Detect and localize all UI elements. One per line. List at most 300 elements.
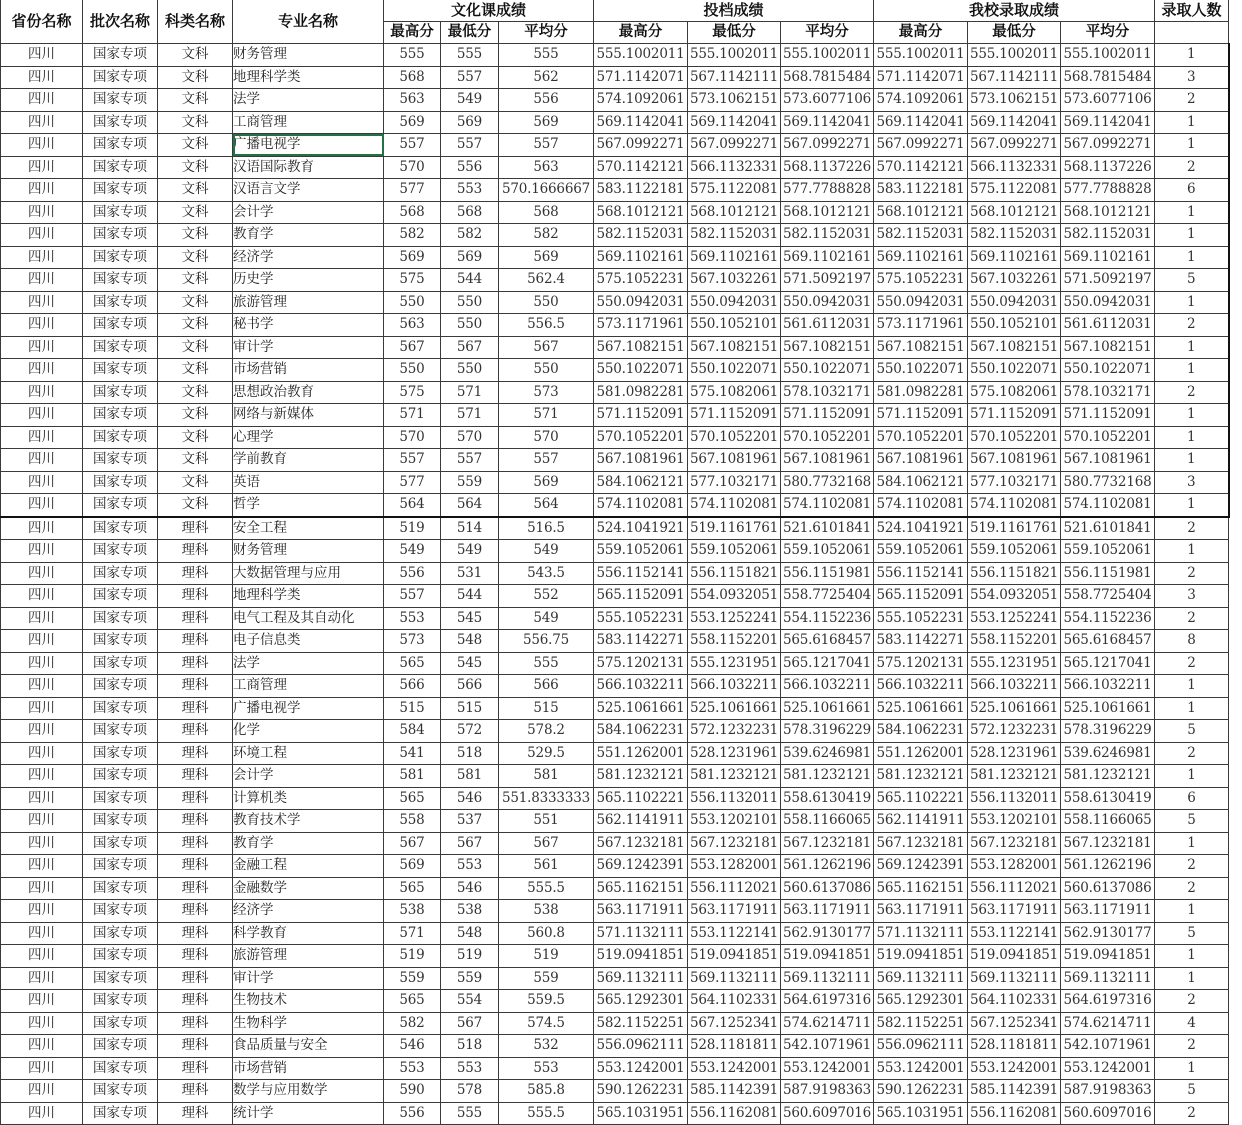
province-cell[interactable]: 四川 xyxy=(1,404,83,427)
category-cell[interactable]: 理科 xyxy=(158,1012,233,1035)
major-cell[interactable]: 哲学 xyxy=(233,494,384,517)
filing-max-cell[interactable]: 563.1171911 xyxy=(594,900,688,923)
culture-min-cell[interactable]: 559 xyxy=(441,967,499,990)
category-cell[interactable]: 理科 xyxy=(158,922,233,945)
province-cell[interactable]: 四川 xyxy=(1,179,83,202)
culture-min-cell[interactable]: 550 xyxy=(441,291,499,314)
batch-cell[interactable]: 国家专项 xyxy=(83,471,158,494)
admission-max-cell[interactable]: 582.1152031 xyxy=(874,224,968,247)
header-culture-avg[interactable]: 平均分 xyxy=(499,22,594,44)
filing-min-cell[interactable]: 572.1232231 xyxy=(688,720,781,743)
admission-avg-cell[interactable]: 578.3196229 xyxy=(1061,720,1155,743)
filing-max-cell[interactable]: 556.0962111 xyxy=(594,1035,688,1058)
culture-min-cell[interactable]: 550 xyxy=(441,314,499,337)
category-cell[interactable]: 理科 xyxy=(158,945,233,968)
culture-min-cell[interactable]: 518 xyxy=(441,1035,499,1058)
filing-avg-cell[interactable]: 567.0992271 xyxy=(781,134,874,157)
admission-min-cell[interactable]: 569.1142041 xyxy=(968,111,1061,134)
admission-avg-cell[interactable]: 567.1082151 xyxy=(1061,336,1155,359)
culture-max-cell[interactable]: 559 xyxy=(384,967,441,990)
batch-cell[interactable]: 国家专项 xyxy=(83,810,158,833)
admit-count-cell[interactable]: 1 xyxy=(1155,201,1229,224)
culture-min-cell[interactable]: 537 xyxy=(441,810,499,833)
category-cell[interactable]: 理科 xyxy=(158,607,233,630)
filing-avg-cell[interactable]: 581.1232121 xyxy=(781,765,874,788)
admission-max-cell[interactable]: 563.1171911 xyxy=(874,900,968,923)
admission-max-cell[interactable]: 583.1142271 xyxy=(874,630,968,653)
culture-max-cell[interactable]: 568 xyxy=(384,201,441,224)
admission-avg-cell[interactable]: 562.9130177 xyxy=(1061,922,1155,945)
admission-avg-cell[interactable]: 561.1262196 xyxy=(1061,855,1155,878)
admission-max-cell[interactable]: 551.1262001 xyxy=(874,742,968,765)
province-cell[interactable]: 四川 xyxy=(1,381,83,404)
culture-avg-cell[interactable]: 562.4 xyxy=(499,269,594,292)
admission-max-cell[interactable]: 567.1232181 xyxy=(874,832,968,855)
admission-max-cell[interactable]: 565.1152091 xyxy=(874,585,968,608)
admission-max-cell[interactable]: 565.1292301 xyxy=(874,990,968,1013)
filing-min-cell[interactable]: 553.1282001 xyxy=(688,855,781,878)
major-cell[interactable]: 财务管理 xyxy=(233,540,384,563)
batch-cell[interactable]: 国家专项 xyxy=(83,967,158,990)
admission-min-cell[interactable]: 555.1231951 xyxy=(968,652,1061,675)
category-cell[interactable]: 理科 xyxy=(158,630,233,653)
culture-max-cell[interactable]: 565 xyxy=(384,877,441,900)
culture-max-cell[interactable]: 575 xyxy=(384,269,441,292)
filing-max-cell[interactable]: 567.1082151 xyxy=(594,336,688,359)
culture-avg-cell[interactable]: 559.5 xyxy=(499,990,594,1013)
admission-max-cell[interactable]: 565.1102221 xyxy=(874,787,968,810)
admission-max-cell[interactable]: 550.1022071 xyxy=(874,359,968,382)
admit-count-cell[interactable]: 2 xyxy=(1155,877,1229,900)
culture-avg-cell[interactable]: 550 xyxy=(499,359,594,382)
filing-min-cell[interactable]: 525.1061661 xyxy=(688,697,781,720)
culture-max-cell[interactable]: 564 xyxy=(384,494,441,517)
culture-max-cell[interactable]: 590 xyxy=(384,1080,441,1103)
filing-max-cell[interactable]: 559.1052061 xyxy=(594,540,688,563)
admission-avg-cell[interactable]: 565.6168457 xyxy=(1061,630,1155,653)
province-cell[interactable]: 四川 xyxy=(1,269,83,292)
filing-max-cell[interactable]: 551.1262001 xyxy=(594,742,688,765)
admit-count-cell[interactable]: 1 xyxy=(1155,291,1229,314)
category-cell[interactable]: 文科 xyxy=(158,291,233,314)
culture-max-cell[interactable]: 569 xyxy=(384,855,441,878)
admit-count-cell[interactable]: 2 xyxy=(1155,855,1229,878)
filing-min-cell[interactable]: 574.1102081 xyxy=(688,494,781,517)
batch-cell[interactable]: 国家专项 xyxy=(83,652,158,675)
filing-max-cell[interactable]: 571.1142071 xyxy=(594,66,688,89)
culture-min-cell[interactable]: 538 xyxy=(441,900,499,923)
culture-avg-cell[interactable]: 516.5 xyxy=(499,517,594,540)
culture-max-cell[interactable]: 571 xyxy=(384,404,441,427)
admission-min-cell[interactable]: 567.1252341 xyxy=(968,1012,1061,1035)
admission-max-cell[interactable]: 567.1082151 xyxy=(874,336,968,359)
major-cell[interactable]: 审计学 xyxy=(233,967,384,990)
admit-count-cell[interactable]: 1 xyxy=(1155,426,1229,449)
major-cell[interactable]: 数学与应用数学 xyxy=(233,1080,384,1103)
category-cell[interactable]: 理科 xyxy=(158,1102,233,1125)
culture-min-cell[interactable]: 549 xyxy=(441,89,499,112)
culture-min-cell[interactable]: 571 xyxy=(441,381,499,404)
culture-max-cell[interactable]: 565 xyxy=(384,787,441,810)
filing-min-cell[interactable]: 568.1012121 xyxy=(688,201,781,224)
culture-avg-cell[interactable]: 561 xyxy=(499,855,594,878)
batch-cell[interactable]: 国家专项 xyxy=(83,1080,158,1103)
category-cell[interactable]: 理科 xyxy=(158,855,233,878)
culture-avg-cell[interactable]: 585.8 xyxy=(499,1080,594,1103)
province-cell[interactable]: 四川 xyxy=(1,720,83,743)
province-cell[interactable]: 四川 xyxy=(1,201,83,224)
major-cell[interactable]: 生物技术 xyxy=(233,990,384,1013)
filing-min-cell[interactable]: 556.1151821 xyxy=(688,562,781,585)
batch-cell[interactable]: 国家专项 xyxy=(83,1102,158,1125)
major-cell[interactable]: 学前教育 xyxy=(233,449,384,472)
admission-min-cell[interactable]: 550.0942031 xyxy=(968,291,1061,314)
admission-max-cell[interactable]: 571.1142071 xyxy=(874,66,968,89)
header-filing-avg[interactable]: 平均分 xyxy=(781,22,874,44)
admit-count-cell[interactable]: 2 xyxy=(1155,607,1229,630)
admission-avg-cell[interactable]: 554.1152236 xyxy=(1061,607,1155,630)
admission-avg-cell[interactable]: 558.1166065 xyxy=(1061,810,1155,833)
admission-max-cell[interactable]: 553.1242001 xyxy=(874,1057,968,1080)
admit-count-cell[interactable]: 2 xyxy=(1155,517,1229,540)
admission-avg-cell[interactable]: 553.1242001 xyxy=(1061,1057,1155,1080)
filing-min-cell[interactable]: 553.1252241 xyxy=(688,607,781,630)
filing-min-cell[interactable]: 577.1032171 xyxy=(688,471,781,494)
admission-min-cell[interactable]: 554.0932051 xyxy=(968,585,1061,608)
admission-min-cell[interactable]: 563.1171911 xyxy=(968,900,1061,923)
filing-max-cell[interactable]: 571.1132111 xyxy=(594,922,688,945)
filing-max-cell[interactable]: 565.1102221 xyxy=(594,787,688,810)
header-admission-avg[interactable]: 平均分 xyxy=(1061,22,1155,44)
admission-min-cell[interactable]: 581.1232121 xyxy=(968,765,1061,788)
filing-min-cell[interactable]: 570.1052201 xyxy=(688,426,781,449)
admission-min-cell[interactable]: 519.0941851 xyxy=(968,945,1061,968)
batch-cell[interactable]: 国家专项 xyxy=(83,404,158,427)
province-cell[interactable]: 四川 xyxy=(1,246,83,269)
category-cell[interactable]: 理科 xyxy=(158,585,233,608)
culture-avg-cell[interactable]: 559 xyxy=(499,967,594,990)
admit-count-cell[interactable]: 1 xyxy=(1155,832,1229,855)
culture-max-cell[interactable]: 581 xyxy=(384,765,441,788)
filing-min-cell[interactable]: 550.1052101 xyxy=(688,314,781,337)
culture-max-cell[interactable]: 550 xyxy=(384,291,441,314)
filing-max-cell[interactable]: 568.1012121 xyxy=(594,201,688,224)
culture-avg-cell[interactable]: 555 xyxy=(499,652,594,675)
filing-max-cell[interactable]: 524.1041921 xyxy=(594,517,688,540)
category-cell[interactable]: 文科 xyxy=(158,359,233,382)
batch-cell[interactable]: 国家专项 xyxy=(83,314,158,337)
filing-max-cell[interactable]: 584.1062231 xyxy=(594,720,688,743)
filing-avg-cell[interactable]: 561.6112031 xyxy=(781,314,874,337)
major-cell[interactable]: 金融工程 xyxy=(233,855,384,878)
batch-cell[interactable]: 国家专项 xyxy=(83,832,158,855)
admission-min-cell[interactable]: 585.1142391 xyxy=(968,1080,1061,1103)
category-cell[interactable]: 理科 xyxy=(158,540,233,563)
category-cell[interactable]: 理科 xyxy=(158,562,233,585)
batch-cell[interactable]: 国家专项 xyxy=(83,765,158,788)
filing-max-cell[interactable]: 571.1152091 xyxy=(594,404,688,427)
filing-min-cell[interactable]: 581.1232121 xyxy=(688,765,781,788)
filing-max-cell[interactable]: 550.1022071 xyxy=(594,359,688,382)
major-cell[interactable]: 广播电视学 xyxy=(233,134,384,157)
culture-min-cell[interactable]: 557 xyxy=(441,449,499,472)
province-cell[interactable]: 四川 xyxy=(1,585,83,608)
culture-avg-cell[interactable]: 519 xyxy=(499,945,594,968)
major-cell[interactable]: 市场营销 xyxy=(233,1057,384,1080)
admit-count-cell[interactable]: 5 xyxy=(1155,810,1229,833)
category-cell[interactable]: 文科 xyxy=(158,404,233,427)
admit-count-cell[interactable]: 1 xyxy=(1155,765,1229,788)
admission-max-cell[interactable]: 575.1202131 xyxy=(874,652,968,675)
admission-min-cell[interactable]: 528.1181811 xyxy=(968,1035,1061,1058)
category-cell[interactable]: 文科 xyxy=(158,66,233,89)
culture-min-cell[interactable]: 555 xyxy=(441,1102,499,1125)
batch-cell[interactable]: 国家专项 xyxy=(83,381,158,404)
province-cell[interactable]: 四川 xyxy=(1,967,83,990)
filing-avg-cell[interactable]: 571.1152091 xyxy=(781,404,874,427)
category-cell[interactable]: 文科 xyxy=(158,336,233,359)
major-cell[interactable]: 环境工程 xyxy=(233,742,384,765)
culture-max-cell[interactable]: 575 xyxy=(384,381,441,404)
major-cell[interactable]: 教育学 xyxy=(233,224,384,247)
admission-avg-cell[interactable]: 565.1217041 xyxy=(1061,652,1155,675)
filing-min-cell[interactable]: 556.1162081 xyxy=(688,1102,781,1125)
admission-avg-cell[interactable]: 550.0942031 xyxy=(1061,291,1155,314)
batch-cell[interactable]: 国家专项 xyxy=(83,877,158,900)
batch-cell[interactable]: 国家专项 xyxy=(83,201,158,224)
filing-avg-cell[interactable]: 550.1022071 xyxy=(781,359,874,382)
culture-min-cell[interactable]: 568 xyxy=(441,201,499,224)
admission-avg-cell[interactable]: 539.6246981 xyxy=(1061,742,1155,765)
culture-min-cell[interactable]: 553 xyxy=(441,179,499,202)
filing-avg-cell[interactable]: 563.1171911 xyxy=(781,900,874,923)
filing-avg-cell[interactable]: 567.1081961 xyxy=(781,449,874,472)
filing-avg-cell[interactable]: 574.6214711 xyxy=(781,1012,874,1035)
batch-cell[interactable]: 国家专项 xyxy=(83,156,158,179)
admit-count-cell[interactable]: 3 xyxy=(1155,66,1229,89)
category-cell[interactable]: 理科 xyxy=(158,832,233,855)
major-cell[interactable]: 地理科学类 xyxy=(233,66,384,89)
batch-cell[interactable]: 国家专项 xyxy=(83,1035,158,1058)
filing-max-cell[interactable]: 582.1152031 xyxy=(594,224,688,247)
admission-max-cell[interactable]: 584.1062121 xyxy=(874,471,968,494)
culture-min-cell[interactable]: 567 xyxy=(441,1012,499,1035)
admit-count-cell[interactable]: 5 xyxy=(1155,1080,1229,1103)
batch-cell[interactable]: 国家专项 xyxy=(83,336,158,359)
culture-avg-cell[interactable]: 552 xyxy=(499,585,594,608)
batch-cell[interactable]: 国家专项 xyxy=(83,246,158,269)
culture-max-cell[interactable]: 568 xyxy=(384,66,441,89)
admission-max-cell[interactable]: 556.0962111 xyxy=(874,1035,968,1058)
filing-max-cell[interactable]: 525.1061661 xyxy=(594,697,688,720)
filing-max-cell[interactable]: 565.1292301 xyxy=(594,990,688,1013)
category-cell[interactable]: 理科 xyxy=(158,742,233,765)
admit-count-cell[interactable]: 1 xyxy=(1155,359,1229,382)
filing-min-cell[interactable]: 569.1142041 xyxy=(688,111,781,134)
culture-max-cell[interactable]: 557 xyxy=(384,134,441,157)
province-cell[interactable]: 四川 xyxy=(1,1035,83,1058)
culture-max-cell[interactable]: 557 xyxy=(384,585,441,608)
filing-avg-cell[interactable]: 555.1002011 xyxy=(781,44,874,67)
filing-max-cell[interactable]: 574.1102081 xyxy=(594,494,688,517)
admission-avg-cell[interactable]: 569.1102161 xyxy=(1061,246,1155,269)
category-cell[interactable]: 文科 xyxy=(158,156,233,179)
admission-avg-cell[interactable]: 566.1032211 xyxy=(1061,675,1155,698)
admit-count-cell[interactable]: 1 xyxy=(1155,134,1229,157)
province-cell[interactable]: 四川 xyxy=(1,449,83,472)
filing-avg-cell[interactable]: 571.5092197 xyxy=(781,269,874,292)
filing-min-cell[interactable]: 571.1152091 xyxy=(688,404,781,427)
admit-count-cell[interactable]: 1 xyxy=(1155,449,1229,472)
admission-min-cell[interactable]: 568.1012121 xyxy=(968,201,1061,224)
admission-min-cell[interactable]: 553.1252241 xyxy=(968,607,1061,630)
filing-avg-cell[interactable]: 570.1052201 xyxy=(781,426,874,449)
filing-max-cell[interactable]: 567.0992271 xyxy=(594,134,688,157)
admit-count-cell[interactable]: 6 xyxy=(1155,787,1229,810)
admission-avg-cell[interactable]: 571.5092197 xyxy=(1061,269,1155,292)
filing-avg-cell[interactable]: 558.6130419 xyxy=(781,787,874,810)
category-cell[interactable]: 文科 xyxy=(158,179,233,202)
culture-avg-cell[interactable]: 556.75 xyxy=(499,630,594,653)
admission-max-cell[interactable]: 568.1012121 xyxy=(874,201,968,224)
filing-avg-cell[interactable]: 554.1152236 xyxy=(781,607,874,630)
admission-avg-cell[interactable]: 568.1012121 xyxy=(1061,201,1155,224)
filing-min-cell[interactable]: 567.1081961 xyxy=(688,449,781,472)
admission-avg-cell[interactable]: 556.1151981 xyxy=(1061,562,1155,585)
culture-avg-cell[interactable]: 564 xyxy=(499,494,594,517)
batch-cell[interactable]: 国家专项 xyxy=(83,224,158,247)
culture-min-cell[interactable]: 548 xyxy=(441,630,499,653)
admission-avg-cell[interactable]: 569.1142041 xyxy=(1061,111,1155,134)
filing-min-cell[interactable]: 553.1242001 xyxy=(688,1057,781,1080)
filing-min-cell[interactable]: 558.1152201 xyxy=(688,630,781,653)
batch-cell[interactable]: 国家专项 xyxy=(83,585,158,608)
batch-cell[interactable]: 国家专项 xyxy=(83,1012,158,1035)
culture-avg-cell[interactable]: 567 xyxy=(499,336,594,359)
province-cell[interactable]: 四川 xyxy=(1,855,83,878)
admission-max-cell[interactable]: 569.1242391 xyxy=(874,855,968,878)
header-culture-min[interactable]: 最低分 xyxy=(441,22,499,44)
filing-max-cell[interactable]: 569.1132111 xyxy=(594,967,688,990)
filing-min-cell[interactable]: 566.1032211 xyxy=(688,675,781,698)
category-cell[interactable]: 理科 xyxy=(158,900,233,923)
filing-avg-cell[interactable]: 569.1102161 xyxy=(781,246,874,269)
province-cell[interactable]: 四川 xyxy=(1,922,83,945)
culture-max-cell[interactable]: 519 xyxy=(384,517,441,540)
header-batch[interactable]: 批次名称 xyxy=(83,0,158,44)
admission-max-cell[interactable]: 555.1002011 xyxy=(874,44,968,67)
filing-min-cell[interactable]: 569.1132111 xyxy=(688,967,781,990)
culture-min-cell[interactable]: 581 xyxy=(441,765,499,788)
admission-min-cell[interactable]: 558.1152201 xyxy=(968,630,1061,653)
admission-max-cell[interactable]: 567.1081961 xyxy=(874,449,968,472)
admission-avg-cell[interactable]: 521.6101841 xyxy=(1061,517,1155,540)
culture-avg-cell[interactable]: 557 xyxy=(499,449,594,472)
major-cell[interactable]: 审计学 xyxy=(233,336,384,359)
major-cell[interactable]: 化学 xyxy=(233,720,384,743)
admission-min-cell[interactable]: 566.1032211 xyxy=(968,675,1061,698)
culture-min-cell[interactable]: 550 xyxy=(441,359,499,382)
filing-min-cell[interactable]: 556.1132011 xyxy=(688,787,781,810)
admission-max-cell[interactable]: 571.1152091 xyxy=(874,404,968,427)
culture-min-cell[interactable]: 544 xyxy=(441,585,499,608)
admit-count-cell[interactable]: 1 xyxy=(1155,697,1229,720)
batch-cell[interactable]: 国家专项 xyxy=(83,111,158,134)
culture-min-cell[interactable]: 554 xyxy=(441,990,499,1013)
admission-max-cell[interactable]: 581.1232121 xyxy=(874,765,968,788)
culture-min-cell[interactable]: 545 xyxy=(441,652,499,675)
admit-count-cell[interactable]: 1 xyxy=(1155,44,1229,67)
admission-max-cell[interactable]: 584.1062231 xyxy=(874,720,968,743)
admission-max-cell[interactable]: 567.0992271 xyxy=(874,134,968,157)
admit-count-cell[interactable]: 1 xyxy=(1155,1057,1229,1080)
admission-avg-cell[interactable]: 580.7732168 xyxy=(1061,471,1155,494)
admission-avg-cell[interactable]: 563.1171911 xyxy=(1061,900,1155,923)
filing-avg-cell[interactable]: 542.1071961 xyxy=(781,1035,874,1058)
admit-count-cell[interactable]: 1 xyxy=(1155,404,1229,427)
admission-avg-cell[interactable]: 568.1137226 xyxy=(1061,156,1155,179)
batch-cell[interactable]: 国家专项 xyxy=(83,630,158,653)
header-group-admission-score[interactable]: 我校录取成绩 xyxy=(874,0,1155,22)
admission-avg-cell[interactable]: 567.1081961 xyxy=(1061,449,1155,472)
filing-avg-cell[interactable]: 568.7815484 xyxy=(781,66,874,89)
batch-cell[interactable]: 国家专项 xyxy=(83,990,158,1013)
culture-avg-cell[interactable]: 574.5 xyxy=(499,1012,594,1035)
admission-avg-cell[interactable]: 574.6214711 xyxy=(1061,1012,1155,1035)
category-cell[interactable]: 文科 xyxy=(158,89,233,112)
batch-cell[interactable]: 国家专项 xyxy=(83,426,158,449)
admission-max-cell[interactable]: 565.1031951 xyxy=(874,1102,968,1125)
admission-avg-cell[interactable]: 578.1032171 xyxy=(1061,381,1155,404)
major-cell[interactable]: 教育学 xyxy=(233,832,384,855)
filing-avg-cell[interactable]: 560.6137086 xyxy=(781,877,874,900)
batch-cell[interactable]: 国家专项 xyxy=(83,89,158,112)
culture-min-cell[interactable]: 544 xyxy=(441,269,499,292)
culture-max-cell[interactable]: 553 xyxy=(384,607,441,630)
filing-max-cell[interactable]: 574.1092061 xyxy=(594,89,688,112)
admit-count-cell[interactable]: 1 xyxy=(1155,246,1229,269)
filing-max-cell[interactable]: 575.1202131 xyxy=(594,652,688,675)
admission-min-cell[interactable]: 553.1202101 xyxy=(968,810,1061,833)
province-cell[interactable]: 四川 xyxy=(1,1080,83,1103)
admission-min-cell[interactable]: 567.1142111 xyxy=(968,66,1061,89)
filing-min-cell[interactable]: 553.1122141 xyxy=(688,922,781,945)
batch-cell[interactable]: 国家专项 xyxy=(83,540,158,563)
filing-max-cell[interactable]: 566.1032211 xyxy=(594,675,688,698)
culture-max-cell[interactable]: 538 xyxy=(384,900,441,923)
filing-max-cell[interactable]: 567.1232181 xyxy=(594,832,688,855)
culture-max-cell[interactable]: 546 xyxy=(384,1035,441,1058)
batch-cell[interactable]: 国家专项 xyxy=(83,269,158,292)
filing-max-cell[interactable]: 565.1162151 xyxy=(594,877,688,900)
admission-avg-cell[interactable]: 567.0992271 xyxy=(1061,134,1155,157)
batch-cell[interactable]: 国家专项 xyxy=(83,787,158,810)
filing-min-cell[interactable]: 585.1142391 xyxy=(688,1080,781,1103)
province-cell[interactable]: 四川 xyxy=(1,900,83,923)
province-cell[interactable]: 四川 xyxy=(1,742,83,765)
admission-avg-cell[interactable]: 559.1052061 xyxy=(1061,540,1155,563)
category-cell[interactable]: 理科 xyxy=(158,517,233,540)
filing-avg-cell[interactable]: 565.6168457 xyxy=(781,630,874,653)
filing-max-cell[interactable]: 583.1122181 xyxy=(594,179,688,202)
admit-count-cell[interactable]: 2 xyxy=(1155,1102,1229,1125)
filing-avg-cell[interactable]: 569.1142041 xyxy=(781,111,874,134)
culture-min-cell[interactable]: 566 xyxy=(441,675,499,698)
admission-avg-cell[interactable]: 560.6137086 xyxy=(1061,877,1155,900)
culture-max-cell[interactable]: 573 xyxy=(384,630,441,653)
filing-max-cell[interactable]: 567.1081961 xyxy=(594,449,688,472)
major-cell[interactable]: 英语 xyxy=(233,471,384,494)
